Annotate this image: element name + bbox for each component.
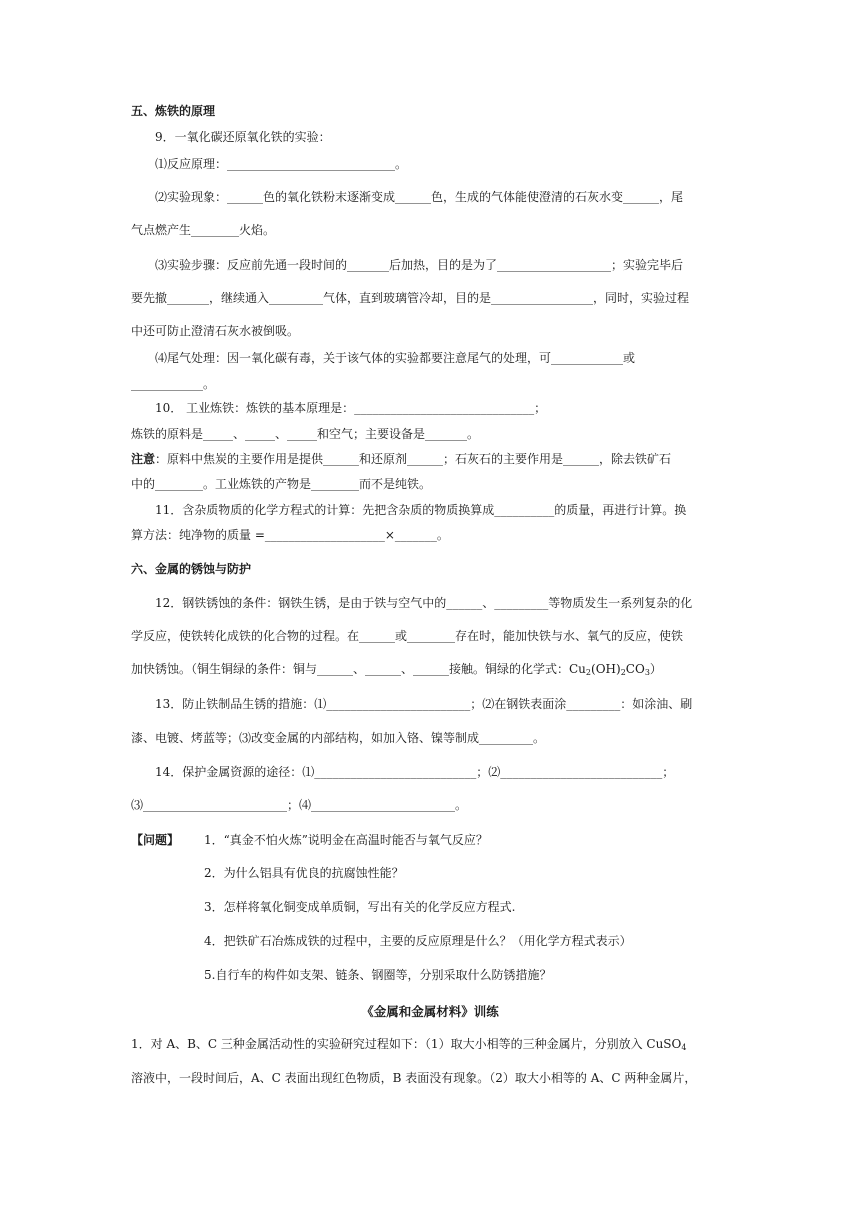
question-item: 5.自行车的构件如支架、链条、钢圈等，分别采取什么防锈措施？: [204, 968, 552, 982]
q13-line1: 13．防止铁制品生锈的措施：⑴________________________；⑵在钢铁表面涂_________：如涂油、刷: [155, 697, 693, 711]
q12-line3-text: 加快锈蚀。（铜生铜绿的条件：铜与______、______、______接触。铜绿的化学式：Cu: [131, 662, 586, 676]
section5-heading: 五、炼铁的原理: [131, 104, 216, 118]
q12-line3: [131, 661, 662, 681]
question-item: 4．把铁矿石冶炼成铁的过程中，主要的反应原理是什么？（用化学方程式表示）: [204, 934, 632, 948]
q14-line1: 14．保护金属资源的途径：⑴___________________________；⑵___________________________；: [155, 765, 675, 779]
q9-part4-line2: ____________。: [131, 377, 216, 391]
formula-part: CO: [625, 662, 645, 676]
q9-part1: ⑴反应原理：____________________________。: [155, 157, 408, 171]
q9-part2-line1: ⑵实验现象：______色的氧化铁粉末逐渐变成______色，生成的气体能使澄清的石灰水变______，尾: [155, 190, 684, 204]
q9-title: 9．一氧化碳还原氧化铁的实验：: [155, 130, 331, 144]
q11-line1: 11．含杂质物质的化学方程式的计算：先把含杂质的物质换算成__________的质量，再进行计算。换: [155, 503, 687, 517]
question-item: 2．为什么铝具有优良的抗腐蚀性能？: [204, 866, 404, 880]
section6-heading: 六、金属的锈蚀与防护: [131, 562, 252, 576]
training-title: 《金属和金属材料》训练: [361, 1004, 499, 1019]
q12-line2: 学反应，使铁转化成铁的化合物的过程。在______或________存在时，能加快铁与水、氧气的反应，使铁: [131, 629, 684, 643]
formula-sub: 2: [585, 668, 592, 677]
q9-part2-line2: 气点燃产生________火焰。: [131, 223, 276, 237]
questions-label: 【问题】: [131, 833, 180, 847]
note-label: 注意: [131, 452, 156, 466]
q9-part3-line3: 中还可防止澄清石灰水被倒吸。: [131, 324, 300, 338]
note-text: ：原料中焦炭的主要作用是提供______和还原剂______；石灰石的主要作用是______，除去铁矿石: [155, 452, 672, 466]
formula-sub: 3: [644, 668, 650, 677]
note-line2: 中的________。工业炼铁的产物是________而不是纯铁。: [131, 477, 432, 491]
formula-close: ）: [649, 662, 662, 676]
q14-line2: ⑶________________________；⑷________________________。: [131, 798, 468, 812]
training-q1-line2: 溶液中，一段时间后，A、C 表面出现红色物质，B 表面没有现象。（2）取大小相等的 A、C 两种金属片，: [131, 1071, 697, 1085]
q13-line2: 漆、电镀、烤蓝等；⑶改变金属的内部结构，如加入铬、镍等制成_________。: [131, 731, 546, 745]
q9-part4-line1: ⑷尾气处理：因一氧化碳有毒，关于该气体的实验都要注意尾气的处理，可____________或: [155, 351, 636, 365]
q10-line2: 炼铁的原料是_____、_____、_____和空气；主要设备是_______。: [131, 427, 480, 441]
q9-part3-line1: ⑶实验步骤：反应前先通一段时间的_______后加热，目的是为了___________________；实验完毕后: [155, 258, 684, 272]
question-item: 3．怎样将氧化铜变成单质铜，写出有关的化学反应方程式.: [204, 900, 516, 914]
formula-sub: 2: [620, 668, 626, 677]
training-q1-line1: [131, 1036, 686, 1056]
formula-sub: 4: [681, 1043, 687, 1052]
q12-line1: 12．钢铁锈蚀的条件：钢铁生锈，是由于铁与空气中的______、_________等物质发生一系列复杂的化: [155, 596, 693, 610]
training-q1-text: 1．对 A、B、C 三种金属活动性的实验研究过程如下：（1）取大小相等的三种金属片，分别放入 CuSO: [131, 1037, 682, 1051]
q9-part3-line2: 要先撤_______，继续通入_________气体，直到玻璃管冷却，目的是_________________，同时，实验过程: [131, 291, 690, 305]
q11-line2: 算方法：纯净物的质量 =____________________×_______。: [131, 528, 449, 542]
note-line1: [131, 451, 671, 467]
question-item: 1．“真金不怕火炼”说明金在高温时能否与氧气反应？: [204, 833, 488, 847]
q10-line1: 10． 工业炼铁：炼铁的基本原理是：______________________________；: [155, 401, 547, 415]
formula-part: (OH): [591, 662, 621, 676]
